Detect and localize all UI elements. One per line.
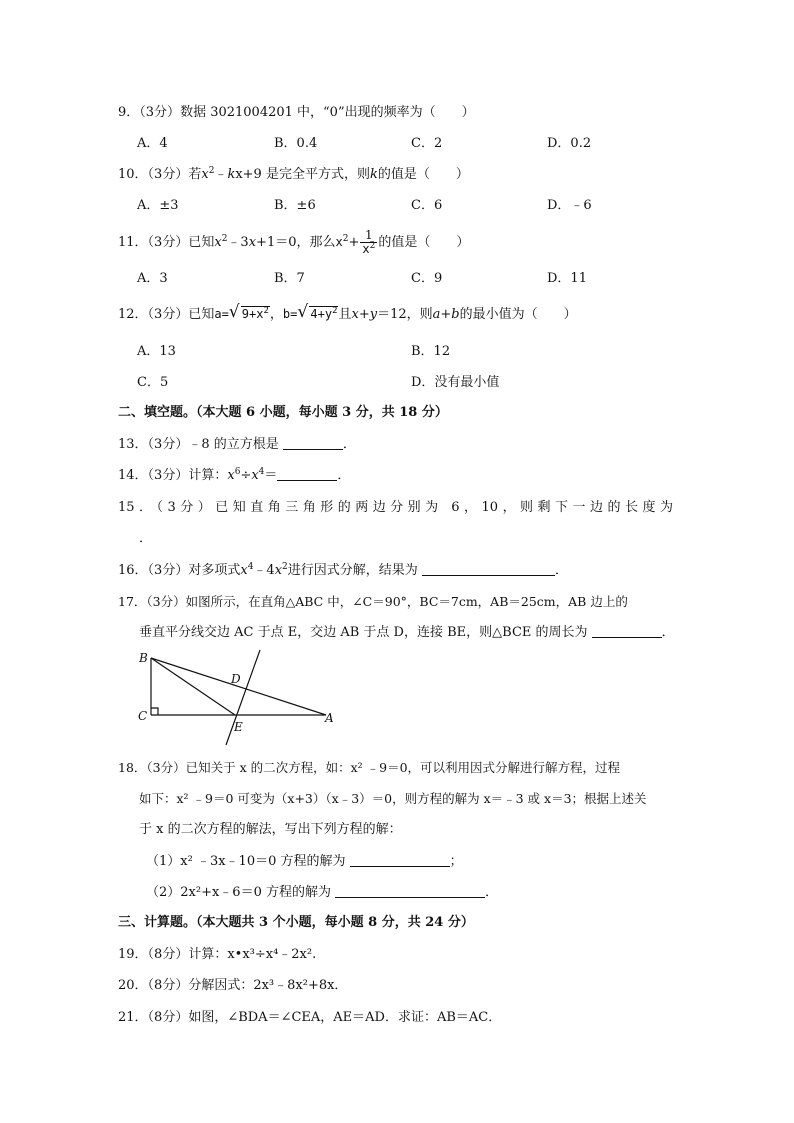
question-14: 14．（3分）计算：$x^6\div x^4=$ ． — [118, 467, 351, 483]
answer-blank — [335, 884, 485, 898]
q10-option-a: A．±3 — [137, 198, 179, 213]
label-b: B — [139, 651, 148, 665]
answer-blank — [350, 853, 450, 867]
answer-blank — [592, 624, 662, 638]
question-16: 16．（3分）对多项式$x^4﹣4x^2$进行因式分解，结果为 ． — [118, 562, 568, 578]
sqrt-a: √ $9+x^2$ — [228, 302, 269, 322]
q11-option-b: B．7 — [274, 271, 305, 286]
q10-option-d: D．﹣6 — [547, 198, 592, 213]
fraction: $\frac{1}{x^2}$ — [362, 228, 376, 256]
q10-option-c: C．6 — [411, 198, 443, 213]
answer-blank — [283, 436, 343, 450]
q11-option-a: A．3 — [137, 271, 168, 286]
label-d: D — [231, 672, 241, 686]
question-15-end: ． — [139, 531, 153, 546]
q12-option-b: B．12 — [411, 344, 451, 359]
q12-option-c: C．5 — [137, 375, 169, 390]
answer-blank — [277, 467, 337, 481]
q9-option-a: A．4 — [137, 136, 168, 151]
question-17-line1: 17．（3分）如图所示，在直角△ABC 中，∠C＝90°，BC＝7cm，AB＝25cm，AB 边上的 — [118, 594, 628, 609]
question-11: 11．（3分）已知$x^2﹣3x+1=0$，那么$x^2+$ $\frac{1}{x^2}$ 的值是（ ） — [118, 228, 470, 256]
question-17-line2: 垂直平分线交边 AC 于点 E，交边 AB 于点 D，连接 BE，则△BCE 的周长为 ． — [139, 625, 675, 640]
question-18-line3: 于 x 的二次方程的解法，写出下列方程的解： — [139, 822, 402, 837]
q9-option-d: D．0.2 — [547, 136, 592, 151]
question-19: 19．（8分）计算：x•x³÷x⁴﹣2x². — [118, 947, 317, 962]
label-c: C — [138, 709, 148, 723]
label-a: A — [325, 711, 334, 725]
q9-option-b: B．0.4 — [274, 136, 318, 151]
q12-option-d: D．没有最小值 — [411, 375, 500, 390]
question-21: 21．（8分）如图，∠BDA＝∠CEA，AE＝AD．求证：AB＝AC． — [118, 1010, 502, 1025]
question-15: 15．（3分）已知直角三角形的两边分别为 6，10，则剩下一边的长度为 — [118, 500, 673, 515]
section-heading-calculation: 三、计算题。（本大题共 3 个小题，每小题 8 分，共 24 分） — [118, 915, 474, 930]
answer-blank — [422, 562, 555, 576]
q11-option-c: C．9 — [411, 271, 443, 286]
question-18-sub2: （2）2x²+x﹣6＝0 方程的解为 ． — [146, 885, 499, 900]
q10-option-b: B．±6 — [274, 198, 316, 213]
q11-option-d: D．11 — [547, 271, 587, 286]
triangle-figure — [136, 648, 356, 748]
question-12: 12．（3分）已知a= √ $9+x^2$，b= √ $4+y^2$且x+y＝12，则a+b的最小值为（ ） — [118, 302, 577, 322]
question-9: 9．（3分）数据 3021004201 中，“0”出现的频率为（ ） — [118, 105, 475, 120]
label-e: E — [234, 720, 243, 734]
question-18-line2: 如下：x² ﹣9＝0 可变为（x+3）（x﹣3）＝0，则方程的解为 x＝﹣3 或 x＝3；根据上述关 — [139, 791, 647, 806]
q9-option-c: C．2 — [411, 136, 443, 151]
q12-option-a: A．13 — [137, 344, 176, 359]
question-20: 20．（8分）分解因式：2x³﹣8x²+8x． — [118, 978, 348, 993]
question-10: 10．（3分）若$x^2﹣kx+9$ 是完全平方式，则k的值是（ ） — [118, 166, 469, 182]
sqrt-b: √ $4+y^2$ — [297, 302, 338, 322]
question-18-line1: 18．（3分）已知关于 x 的二次方程，如：x² ﹣9＝0，可以利用因式分解进行解方程，过程 — [118, 760, 621, 775]
question-13: 13．（3分）﹣8 的立方根是 ． — [118, 437, 356, 452]
section-heading-fill-in: 二、填空题。（本大题 6 小题，每小题 3 分，共 18 分） — [118, 405, 448, 420]
question-18-sub1: （1）x² ﹣3x﹣10＝0 方程的解为 ； — [146, 854, 463, 869]
